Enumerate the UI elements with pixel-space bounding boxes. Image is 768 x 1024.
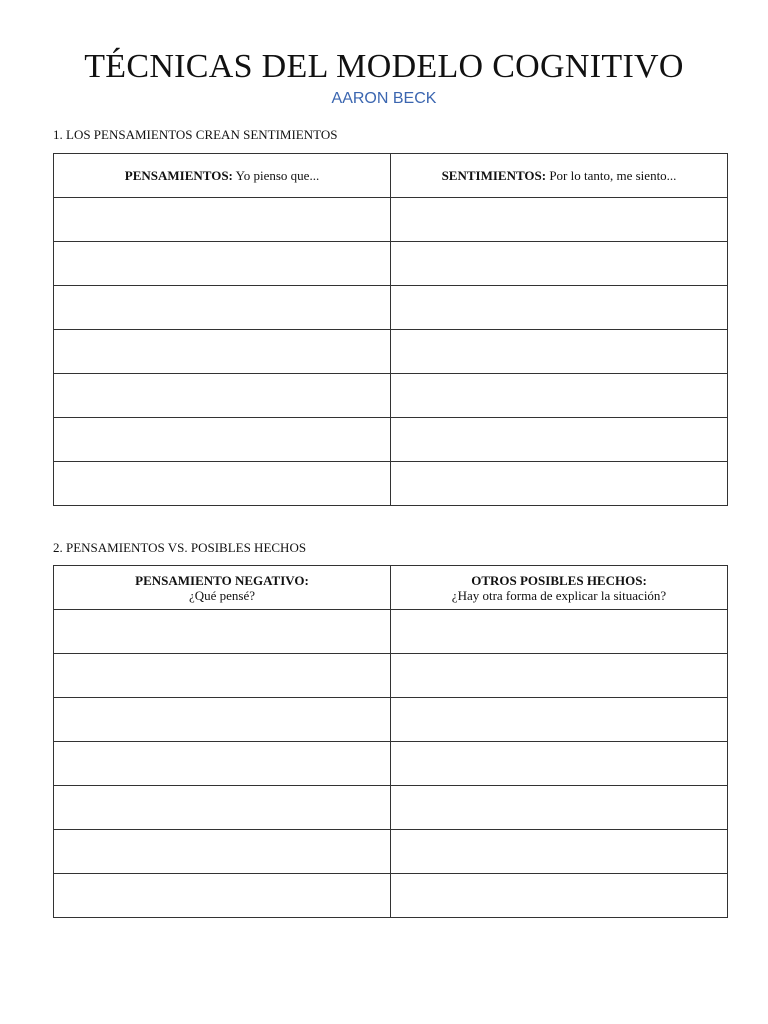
other-facts-column-header (391, 566, 728, 610)
feelings-header-text: Por lo tanto, me siento... (546, 168, 677, 183)
section-2-label: 2. PENSAMIENTOS VS. POSIBLES HECHOS (53, 540, 307, 555)
table-row (54, 830, 728, 874)
thought-entry-cell[interactable] (54, 462, 391, 506)
other-fact-entry-cell[interactable] (391, 698, 728, 742)
negative-thought-entry-cell[interactable] (54, 654, 391, 698)
other-fact-entry-cell[interactable] (391, 874, 728, 918)
other-fact-entry-cell[interactable] (391, 786, 728, 830)
thought-entry-cell[interactable] (54, 286, 391, 330)
table-row (54, 286, 728, 330)
table-row (54, 198, 728, 242)
thought-entry-cell[interactable] (54, 330, 391, 374)
feeling-entry-cell[interactable] (391, 242, 728, 286)
thoughts-feelings-table (53, 153, 728, 506)
other-fact-entry-cell[interactable] (391, 654, 728, 698)
feeling-entry-cell[interactable] (391, 286, 728, 330)
negative-thought-entry-cell[interactable] (54, 610, 391, 654)
negative-thought-entry-cell[interactable] (54, 830, 391, 874)
feeling-entry-cell[interactable] (391, 198, 728, 242)
other-fact-entry-cell[interactable] (391, 610, 728, 654)
section-1-label: 1. LOS PENSAMIENTOS CREAN SENTIMIENTOS (53, 127, 338, 142)
thoughts-facts-table (53, 565, 728, 918)
other-facts-header-sub: ¿Hay otra forma de explicar la situación? (451, 587, 667, 603)
page-title: TÉCNICAS DEL MODELO COGNITIVO (84, 48, 684, 85)
feeling-entry-cell[interactable] (391, 330, 728, 374)
negative-thought-column-header (54, 566, 391, 610)
thoughts-header-bold: PENSAMIENTOS: (124, 168, 233, 183)
thoughts-column-header (54, 154, 391, 198)
thought-entry-cell[interactable] (54, 198, 391, 242)
other-facts-header-bold: OTROS POSIBLES HECHOS: (471, 572, 647, 588)
feeling-entry-cell[interactable] (391, 462, 728, 506)
negative-thought-header-bold: PENSAMIENTO NEGATIVO: (135, 572, 309, 588)
thoughts-header-text: Yo pienso que... (232, 168, 320, 183)
negative-thought-entry-cell[interactable] (54, 698, 391, 742)
feelings-column-header (391, 154, 728, 198)
feeling-entry-cell[interactable] (391, 374, 728, 418)
other-fact-entry-cell[interactable] (391, 830, 728, 874)
negative-thought-header-sub: ¿Qué pensé? (188, 587, 256, 603)
table-row (54, 418, 728, 462)
table-row (54, 330, 728, 374)
table-row (54, 654, 728, 698)
page-subtitle: AARON BECK (331, 90, 437, 107)
negative-thought-entry-cell[interactable] (54, 786, 391, 830)
table-row (54, 786, 728, 830)
table-row (54, 742, 728, 786)
table-row (54, 874, 728, 918)
thought-entry-cell[interactable] (54, 374, 391, 418)
table-row (54, 462, 728, 506)
table-row (54, 374, 728, 418)
negative-thought-entry-cell[interactable] (54, 742, 391, 786)
feeling-entry-cell[interactable] (391, 418, 728, 462)
thought-entry-cell[interactable] (54, 418, 391, 462)
thought-entry-cell[interactable] (54, 242, 391, 286)
table-row (54, 242, 728, 286)
other-fact-entry-cell[interactable] (391, 742, 728, 786)
table-row (54, 610, 728, 654)
feelings-header-bold: SENTIMIENTOS: (441, 168, 547, 183)
table-row (54, 698, 728, 742)
negative-thought-entry-cell[interactable] (54, 874, 391, 918)
